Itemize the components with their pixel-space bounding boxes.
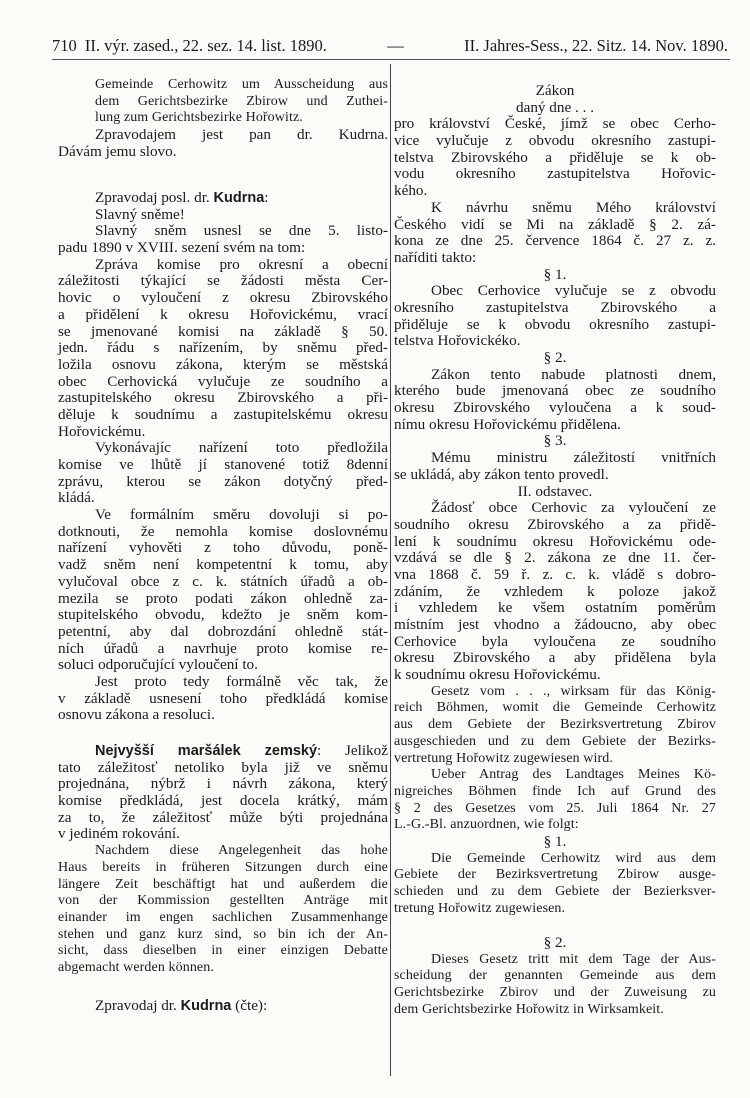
speaker-name: Nejvyšší maršálek zemský — [95, 743, 318, 759]
section-heading — [394, 484, 716, 501]
text-line: dem Gerichtsbezirke Hořowitz in Wirksamkeit. — [394, 1001, 664, 1017]
text-line: Zákon tento nabude platnosti dnem, — [431, 365, 716, 383]
text-line: ních úřadů a navrhuje proto komise re- — [58, 639, 388, 657]
text-line: L.-G.-Bl. anzuordnen, wie folgt: — [394, 817, 579, 833]
text-line: komise předkládá, jest docela krátký, mám — [58, 792, 388, 810]
text-line: místním jest vhodno a žádoucno, aby obec — [394, 616, 716, 633]
text-line: § 2 des Gesetzes vom 25. Juli 1864 Nr. 27 — [394, 800, 716, 816]
paragraph — [58, 507, 388, 674]
text-line: kládá. — [58, 489, 95, 507]
paragraph — [58, 257, 388, 441]
text-line: Zpráva komise pro okresní a obecní — [95, 255, 388, 273]
text-line: Hořovickému. — [58, 422, 146, 440]
text-line: se jmenované komisi na základě § 50. — [58, 322, 388, 340]
text-line: vylučoval obce z c. k. státních úřadů a ob- — [58, 572, 388, 590]
text-segment: : — [264, 189, 269, 206]
text-segment: (čte): — [231, 997, 268, 1014]
text-line: sicht, dass dieselben in einer einzigen Debatte — [58, 943, 388, 959]
session-cz: II. výr. zased., 22. sez. 14. list. 1890. — [84, 36, 327, 55]
text-line: Haus bereits in früheren Sitzungen durch eine — [58, 859, 388, 875]
header-rule — [52, 59, 730, 60]
paragraph — [58, 843, 388, 977]
text-line: okresního zastupitelstva Zbirovského a — [394, 298, 716, 316]
text-line: mezila se proto podati zákon ohledně za- — [58, 589, 388, 607]
text-line: Zákon — [535, 82, 575, 99]
paragraph — [394, 116, 716, 199]
text-line: einander im engen sachlichen Zusammenhange — [58, 909, 388, 925]
text-line: Vykonávajíc nařízení toto předložila — [95, 439, 388, 457]
text-line: abgemacht werden können. — [58, 959, 214, 975]
text-line: v jediném rokování. — [58, 825, 180, 843]
paragraph — [58, 674, 388, 724]
text-line: tato záležitosť netoliko byla již ve sněmu — [58, 758, 388, 776]
text-line: Ve formálním směru dovoluji si po- — [95, 506, 388, 524]
text-line: kterého bude jmenovaná obec ze soudního — [394, 382, 716, 400]
text-line: i vzhledem ke všem ostatním poměrům — [394, 599, 716, 617]
section-heading — [394, 433, 716, 450]
text-line: zprávu, kterou se zákon dotyčný před- — [58, 472, 388, 490]
text-line: dotknouti, že nemohla komise doslovnému — [58, 522, 388, 540]
speaker-line — [58, 998, 388, 1015]
text-line: soudního okresu Zbirovského a za přidě- — [394, 515, 716, 533]
paragraph — [58, 743, 388, 843]
paragraph — [394, 450, 716, 483]
text-line: ausgeschieden und zu dem Gebiete der Bezirks- — [394, 733, 716, 749]
left-report — [58, 190, 388, 724]
paragraph — [394, 200, 716, 267]
text-line: schieden und zu dem Gebiete der Bezierksver- — [394, 884, 716, 899]
paragraph — [58, 223, 388, 256]
text-line: vodu okresního zastupitelstva Hořovic- — [394, 165, 716, 183]
text-line — [58, 998, 388, 1015]
text-line: ložila osnovu zákona, kterým se městská — [58, 355, 388, 373]
paragraph — [394, 952, 716, 1019]
text-line: k soudnímu okresu Hořovickému. — [394, 666, 601, 684]
text-segment: : Jelikož — [317, 742, 388, 759]
text-line: petentní, aby dal dobrozdání ohledně stát- — [58, 622, 388, 640]
text-segment: Zpravodaj posl. dr. — [95, 189, 214, 206]
running-header — [52, 36, 728, 56]
text-line: Gebiete der Bezirksvertretung Zbirow ausge- — [394, 867, 716, 883]
text-line: Slavný sněme! — [95, 205, 185, 223]
paragraph — [58, 127, 388, 160]
left-reading — [58, 998, 388, 1015]
text-line: reich Böhmen, womit die Gemeinde Cerhowitz — [394, 700, 716, 716]
text-line: jedn. řádu s nařízením, by sněmu před- — [58, 339, 388, 357]
text-line: se ukládá, aby zákon tento provedl. — [394, 465, 609, 483]
text-line: Mému ministru záležitostí vnitřních — [431, 449, 716, 467]
text-line: daný dne . . . — [515, 98, 595, 116]
section-heading — [394, 350, 716, 367]
section-heading — [394, 100, 716, 117]
text-line: nímu okresu Hořovickému přidělena. — [394, 415, 621, 433]
paragraph — [394, 767, 716, 834]
paragraph — [58, 207, 388, 224]
text-line: vice vylučuje z obvodu okresního zastupi- — [394, 132, 716, 150]
text-line: aus dem Gebiete der Bezirksvertretung Zbirov — [394, 717, 716, 733]
text-line: Gesetz vom . . ., wirksam für das König- — [431, 683, 716, 699]
text-line: a přidělení k okresu Hořovickému, vrací — [58, 305, 388, 323]
text-line: zdáním, že vzhledem k poloze jakož — [394, 582, 716, 600]
text-line: kona ze dne 25. července 1864 č. 27 z. z. — [394, 232, 716, 250]
section-heading — [394, 83, 716, 100]
left-marshal — [58, 743, 388, 977]
text-line: hovic o vyloučení z okresu Zbirovského — [58, 289, 388, 307]
text-line: längere Zeit beschäftigt hat und außerdem die — [58, 876, 388, 892]
text-line: telstva Zbirovského a přiděluje se k ob- — [394, 148, 716, 166]
text-line: Ueber Antrag des Landtages Meines Kö- — [431, 767, 716, 783]
text-line: K návrhu sněmu Mého království — [431, 198, 716, 216]
text-line: za to, že záležitosť může býti projednána — [58, 808, 388, 826]
text-line: Gemeinde Cerhowitz um Ausscheidung aus — [95, 77, 388, 92]
text-line: vna 1868 č. 59 ř. z. c. k. vládě s dobro- — [394, 565, 716, 583]
text-line: dem Gerichtsbezirke Zbirow und Zuthei- — [95, 93, 388, 109]
text-line: Českého vidí se Mi na základě § 2. zá- — [394, 215, 716, 233]
page-number: 710 — [52, 36, 77, 55]
section-heading — [394, 935, 716, 952]
text-line: § 1. — [543, 832, 567, 850]
text-line: II. odstavec. — [517, 482, 593, 500]
paragraph — [394, 500, 716, 684]
text-line: § 3. — [543, 432, 567, 450]
paragraph — [394, 851, 716, 918]
paragraph — [58, 440, 388, 507]
speaker-line — [58, 190, 388, 207]
text-line: nigreiches Böhmen finde Ich auf Grund des — [394, 783, 716, 799]
text-segment: Zpravodaj dr. — [95, 997, 181, 1014]
text-line: naříditi takto: — [394, 248, 477, 266]
text-line: Dieses Gesetz tritt mit dem Tage der Aus- — [431, 951, 716, 967]
text-line: tretung Hořowitz zugewiesen. — [394, 900, 566, 916]
text-line: Žádosť obce Cerhovic za vyloučení ze — [431, 499, 716, 517]
text-line: vzdává se dle § 2. zákona ze dne 11. čer- — [394, 549, 716, 567]
text-line: kého. — [394, 182, 428, 200]
speaker-name: Kudrna — [180, 998, 232, 1014]
header-dash: — — [387, 36, 404, 55]
text-line: Cerhovice byla vyloučena ze soudního — [394, 632, 716, 650]
text-line: scheidung der genannten Gemeinde aus dem — [394, 968, 716, 984]
text-line: v základě usnesení toho předkládá komise — [58, 689, 388, 707]
text-line: zastupitelského okresu Zbirovského a při- — [58, 389, 388, 407]
section-heading — [394, 834, 716, 851]
left-intro — [58, 77, 388, 160]
text-line: děluje k soudnímu a zastupitelskému okresu — [58, 405, 388, 423]
text-line: Slavný sněm usnesl se dne 5. listo- — [95, 222, 388, 240]
text-line: Zpravodajem jest pan dr. Kudrna. — [95, 126, 388, 144]
text-line: padu 1890 v XVIII. sezení svém na tom: — [58, 239, 306, 257]
text-line: nařízení vyhověti z toho důvodu, poně- — [58, 539, 388, 557]
paragraph — [394, 367, 716, 434]
text-line: Die Gemeinde Cerhowitz wird aus dem — [431, 850, 716, 866]
text-line: okresu Zbirovského vyloučena a k soud- — [394, 399, 716, 417]
text-line: lung zum Gerichtsbezirke Hořowitz. — [95, 110, 303, 126]
text-line — [58, 190, 388, 207]
text-line: Dávám jemu slovo. — [58, 142, 177, 160]
right-law — [394, 83, 716, 917]
paragraph — [394, 283, 716, 350]
speaker-name: Kudrna — [213, 190, 265, 206]
text-line: vadž sněm není kompetentní k tomu, aby — [58, 556, 388, 574]
paragraph — [394, 684, 716, 767]
text-line: § 2. — [543, 349, 567, 366]
text-line: záležitosti týkající se žádosti města Cer- — [58, 272, 388, 290]
right-law-de-end — [394, 935, 716, 1018]
text-line: Nachdem diese Angelegenheit das hohe — [95, 843, 388, 859]
paragraph — [58, 77, 388, 127]
header-cz — [52, 36, 327, 56]
text-line: stupitelského obvodu, kdežto je sněm kom- — [58, 606, 388, 624]
text-line: osnovu zákona a resoluci. — [58, 706, 215, 724]
text-line: lení k soudnímu okresu Hořovickému ode- — [394, 532, 716, 550]
column-divider — [390, 64, 391, 1076]
text-line: komise ve lhůtě jí stanovené totiž 8denní — [58, 456, 388, 473]
text-line: telstva Hořovickéko. — [394, 332, 521, 350]
session-de: II. Jahres-Sess., 22. Sitz. 14. Nov. 1890. — [464, 36, 728, 55]
text-line: § 2. — [543, 934, 567, 951]
text-line: obec Cerhovická vylučuje ze soudního a — [58, 372, 388, 390]
text-line: vertretung Hořowitz zugewiesen wird. — [394, 750, 613, 766]
text-line: Jest proto tedy formálně věc tak, že — [95, 672, 388, 690]
text-line — [58, 743, 388, 760]
text-line: Obec Cerhovice vylučuje se z obvodu — [431, 282, 716, 300]
text-line: pro království České, jímž se obec Cerho- — [394, 115, 716, 133]
text-line: projednána, nýbrž i návrh zákona, který — [58, 775, 388, 793]
section-heading — [394, 267, 716, 284]
text-line: okresu Zbirovského a aby přidělena byla — [394, 649, 716, 667]
text-line: přiděluje se k obvodu okresního zastupi- — [394, 315, 716, 333]
text-line: stehen und ganz kurz sind, so bin ich der An- — [58, 926, 388, 942]
text-line: von der Kommission gestellten Anträge mit — [58, 893, 388, 909]
text-line: Gerichtsbezirke Zbirov und der Zuweisung zu — [394, 985, 716, 1001]
text-line: soluci odporučující vyloučení to. — [58, 656, 258, 674]
text-line: § 1. — [543, 265, 567, 283]
